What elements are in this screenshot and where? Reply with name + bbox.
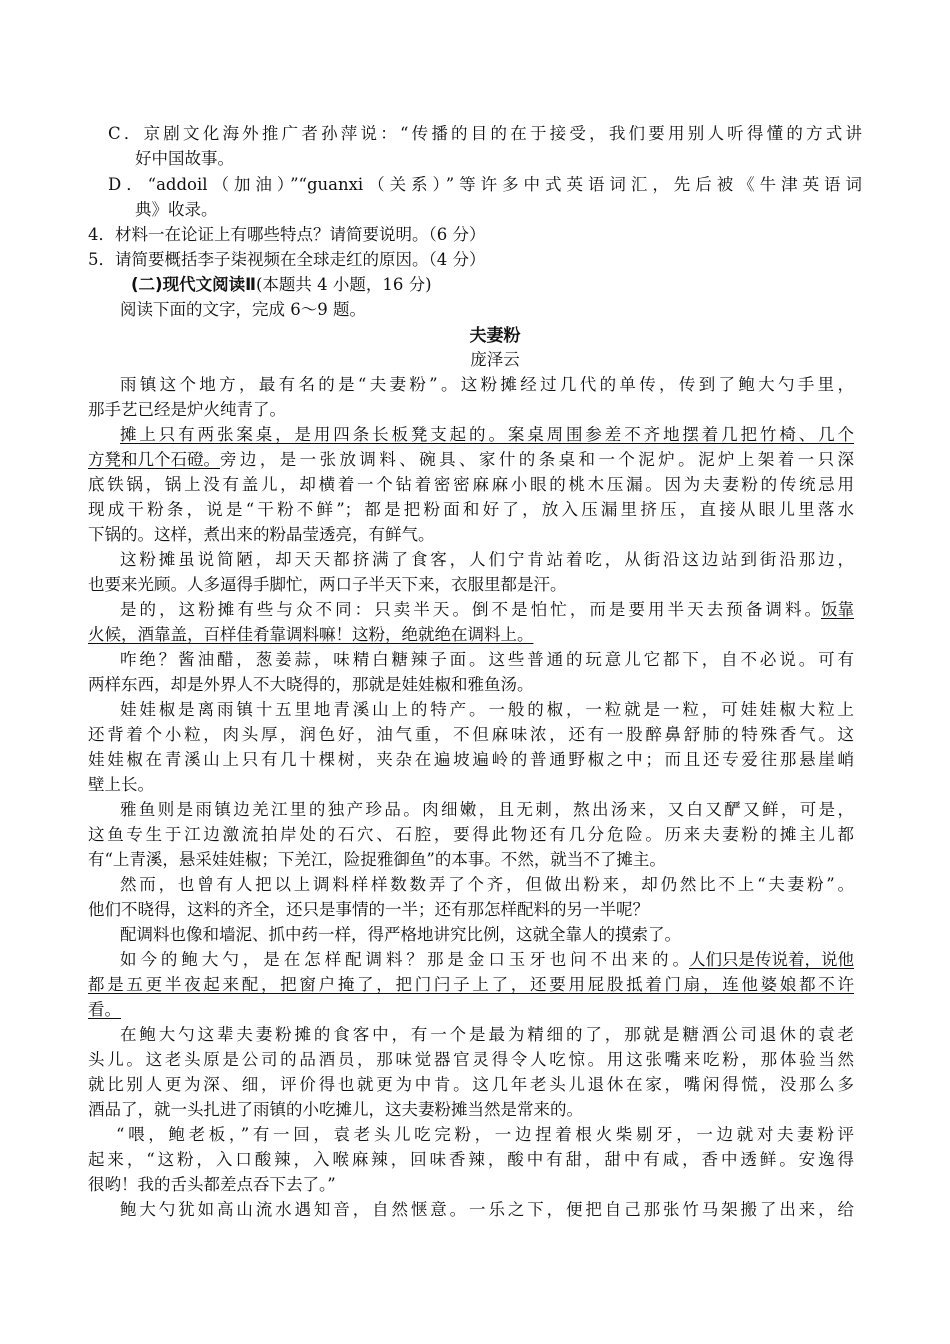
- story-line: 雅鱼则是雨镇边羌江里的独产珍品。肉细嫩，且无刺，熬出汤来，又白又酽又鲜，可是，: [120, 800, 854, 819]
- story-line: 酒品了，就一头扎进了雨镇的小吃摊儿，这夫妻粉摊当然是常来的。: [88, 1100, 583, 1119]
- question-5: 5．请简要概括李子柒视频在全球走红的原因。（4 分）: [88, 250, 486, 269]
- story-line: 壁上长。: [88, 775, 154, 794]
- story-line: 这鱼专生于江边激流拍岸处的石穴、石腔，要得此物还有几分危险。历来夫妻粉的摊主儿都: [88, 825, 854, 844]
- story-line: 娃娃椒是离雨镇十五里地青溪山上的特产。一般的椒，一粒就是一粒，可娃娃椒大粒上: [120, 700, 854, 719]
- story-line-segment: 旁边，是一张放调料、碗具、家什的条桌和一个泥炉。泥炉上架着一只深: [220, 450, 854, 469]
- story-line: 两样东西，却是外界人不大晓得的，那就是娃娃椒和雅鱼汤。: [88, 675, 534, 694]
- story-line-underlined: 火候，酒靠盖，百样佳肴靠调料嘛！这粉，绝就绝在调料上。: [88, 625, 534, 644]
- story-author: 庞泽云: [470, 350, 520, 369]
- story-line-mixed: [120, 946, 854, 970]
- story-underlined-segment: 饭靠: [821, 600, 854, 619]
- story-line: 头儿。这老头原是公司的品酒员，那味觉器官灵得令人吃惊。用这张嘴来吃粉，那体验当然: [88, 1050, 854, 1069]
- story-line: 现成干粉条，说是“干粉不鲜”；都是把粉面和好了，放入压漏里挤压，直接从眼儿里落水: [88, 500, 854, 519]
- story-line: 然而，也曾有人把以上调料样样数数弄了个齐，但做出粉来，却仍然比不上“夫妻粉”。: [120, 875, 854, 894]
- story-line: “喂，鲍老板，”有一回，袁老头儿吃完粉，一边捏着根火柴剔牙，一边就对夫妻粉评: [116, 1125, 854, 1144]
- story-line: 雨镇这个地方，最有名的是“夫妻粉”。这粉摊经过几代的单传，传到了鲍大勺手里，: [120, 375, 854, 394]
- story-line: 就比别人更为深、细，评价得也就更为中肯。这几年老头儿退休在家，嘴闲得慌，没那么多: [88, 1075, 854, 1094]
- option-d-line-2: 典》收录。: [135, 200, 218, 219]
- option-c-line-2: 好中国故事。: [135, 149, 234, 168]
- story-line: 底铁锅，锅上没有盖儿，却横着一个钻着密密麻麻小眼的桃木压漏。因为夫妻粉的传统忌用: [88, 475, 854, 494]
- story-line: 他们不晓得，这料的齐全，还只是事情的一半；还有那怎样配料的另一半呢？: [88, 900, 649, 919]
- story-title: 夫妻粉: [469, 326, 521, 346]
- section-heading-bold: (二)现代文阅读Ⅱ: [131, 275, 256, 294]
- story-line: 配调料也像和墙泥、抓中药一样，得严格地讲究比例，这就全靠人的摸索了。: [120, 925, 681, 944]
- story-line: 有“上青溪，悬采娃娃椒；下羌江，险捉雅御鱼”的本事。不然，就当不了摊主。: [88, 850, 666, 869]
- story-line: 那手艺已经是炉火纯青了。: [88, 400, 286, 419]
- question-4: 4．材料一在论证上有哪些特点？请简要说明。（6 分）: [88, 225, 486, 244]
- story-line: 咋绝？酱油醋，葱姜蒜，味精白糖辣子面。这些普通的玩意儿它都下，自不必说。可有: [120, 650, 854, 669]
- story-line: 鲍大勺犹如高山流水遇知音，自然惬意。一乐之下，便把自己那张竹马架搬了出来，给: [120, 1200, 854, 1219]
- story-line: 也要来光顾。人多逼得手脚忙，两口子半天下来，衣服里都是汗。: [88, 575, 567, 594]
- story-line: 下锅的。这样，煮出来的粉晶莹透亮，有鲜气。: [88, 525, 435, 544]
- story-underlined-segment: 人们只是传说着，说他: [689, 950, 854, 969]
- story-line-underlined: 摊上只有两张案桌，是用四条长板凳支起的。案桌周围参差不齐地摆着几把竹椅、几个: [120, 425, 854, 444]
- story-line: 很哟！我的舌头都差点吞下去了。”: [88, 1175, 336, 1194]
- option-c-line-1: C．京剧文化海外推广者孙萍说：“传播的目的在于接受，我们要用别人听得懂的方式讲: [108, 124, 862, 143]
- story-line-underlined: 看。: [88, 1000, 121, 1019]
- story-underlined-segment: 方凳和几个石磴。: [88, 450, 220, 469]
- section-heading: [131, 271, 432, 295]
- section-heading-rest: (本题共 4 小题，16 分): [255, 275, 432, 294]
- story-line-mixed: [120, 596, 854, 620]
- story-line: 在鲍大勺这辈夫妻粉摊的食客中，有一个是最为精细的了，那就是糖酒公司退休的袁老: [120, 1025, 854, 1044]
- story-line: 还背着个小粒，肉头厚，润色好，油气重，不但麻味浓，还有一股醉鼻舒肺的特殊香气。这: [88, 725, 854, 744]
- section-instruction: 阅读下面的文字，完成 6～9 题。: [120, 300, 366, 319]
- story-line: 起来，“这粉，入口酸辣，入喉麻辣，回味香辣，酸中有甜，甜中有咸，香中透鲜。安逸得: [88, 1150, 854, 1169]
- story-line: 这粉摊虽说简陋，却天天都挤满了食客，人们宁肯站着吃，从街沿这边站到街沿那边，: [120, 550, 854, 569]
- story-line: 娃娃椒在青溪山上只有几十棵树，夹杂在遍坡遍岭的普通野椒之中；而且还专爱往那悬崖峭: [88, 750, 854, 769]
- story-line-underlined: 都是五更半夜起来配，把窗户掩了，把门闩子上了，还要用屁股抵着门扇，连他婆娘都不许: [88, 975, 854, 994]
- story-line-segment: 如今的鲍大勺，是在怎样配调料？那是金口玉牙也问不出来的。: [120, 950, 689, 969]
- option-d-line-1: D．“addoil（加油）”“guanxi（关系）”等许多中式英语词汇，先后被《牛津英语词: [108, 175, 862, 194]
- story-line-mixed: [88, 446, 854, 470]
- story-line-segment: 是的，这粉摊有些与众不同：只卖半天。倒不是怕忙，而是要用半天去预备调料。: [120, 600, 821, 619]
